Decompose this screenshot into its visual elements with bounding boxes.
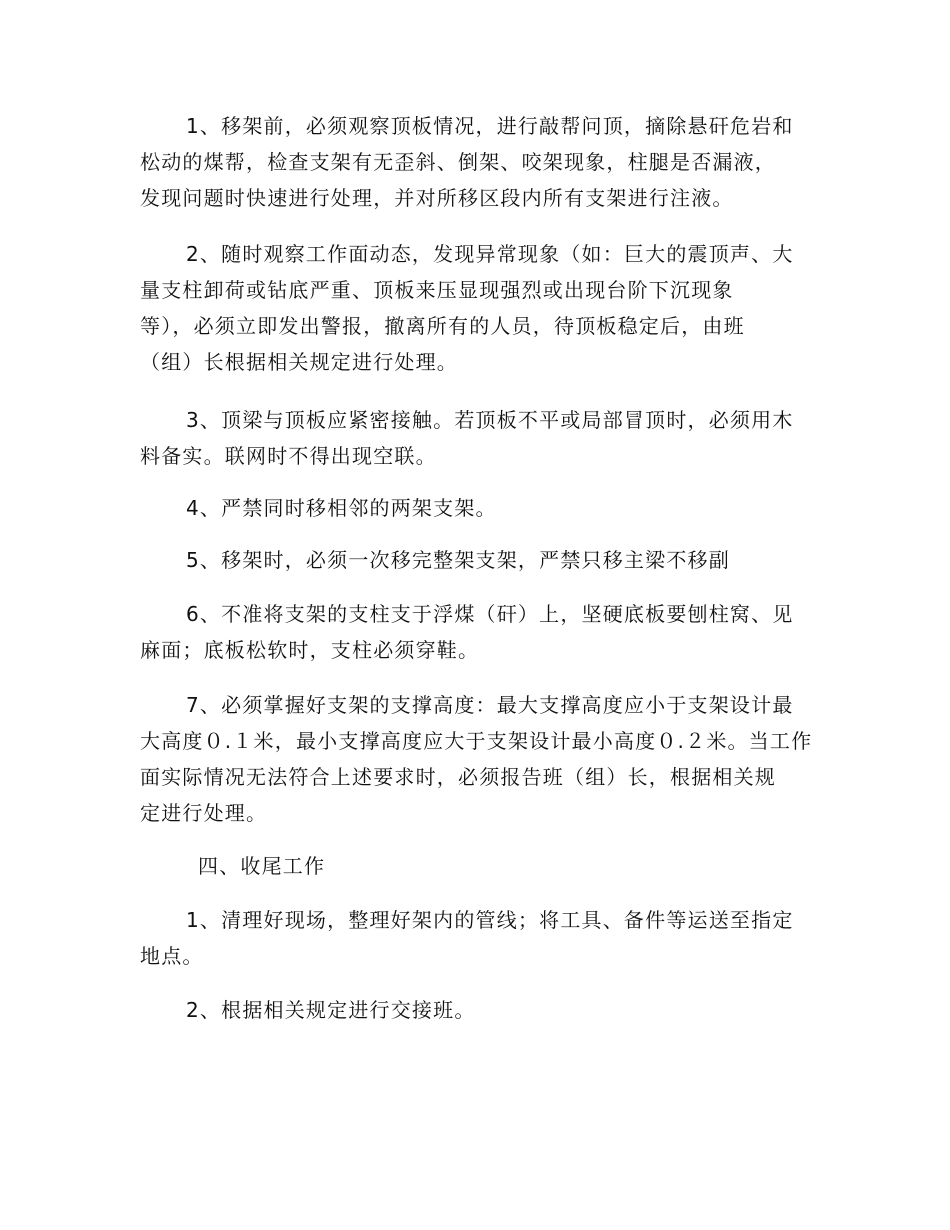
closing-item-1-line-2: 地点。: [140, 944, 204, 968]
paragraph-7-line-3: 面实际情况无法符合上述要求时，必须报告班（组）长，根据相关规: [140, 765, 776, 789]
paragraph-7-line-4: 定进行处理。: [140, 801, 268, 825]
paragraph-7-line-1: 7、必须掌握好支架的支撑高度：最大支撑高度应小于支架设计最: [186, 693, 794, 717]
closing-item-2-line-1: 2、根据相关规定进行交接班。: [186, 998, 476, 1022]
paragraph-2-line-1: 2、随时观察工作面动态，发现异常现象（如：巨大的震顶声、大: [186, 242, 794, 266]
paragraph-4-line-1: 4、严禁同时移相邻的两架支架。: [186, 496, 497, 520]
closing-item-1-line-1: 1、清理好现场，整理好架内的管线；将工具、备件等运送至指定: [186, 908, 794, 932]
paragraph-7-line-2: 大高度０.１米，最小支撑高度应大于支架设计最小高度０.２米。当工作: [140, 729, 813, 753]
paragraph-2-line-2: 量支柱卸荷或钻底严重、顶板来压显现强烈或出现台阶下沉现象: [140, 278, 734, 302]
paragraph-1-line-1: 1、移架前，必须观察顶板情况，进行敲帮问顶，摘除悬矸危岩和: [186, 114, 794, 138]
paragraph-3-line-2: 料备实。联网时不得出现空联。: [140, 444, 437, 468]
paragraph-5-line-1: 5、移架时，必须一次移完整架支架，严禁只移主梁不移副: [186, 548, 730, 572]
paragraph-1-line-3: 发现问题时快速进行处理，并对所移区段内所有支架进行注液。: [140, 186, 734, 210]
paragraph-6-line-1: 6、不准将支架的支柱支于浮煤（矸）上，坚硬底板要刨柱窝、见: [186, 602, 794, 626]
paragraph-2-line-3: 等），必须立即发出警报，撤离所有的人员，待顶板稳定后，由班: [140, 314, 745, 338]
section-heading: 四、收尾工作: [198, 854, 326, 878]
paragraph-1-line-2: 松动的煤帮，检查支架有无歪斜、倒架、咬架现象，柱腿是否漏液，: [140, 150, 776, 174]
paragraph-2-line-4: （组）长根据相关规定进行处理。: [140, 350, 458, 374]
paragraph-6-line-2: 麻面；底板松软时，支柱必须穿鞋。: [140, 638, 480, 662]
paragraph-3-line-1: 3、顶梁与顶板应紧密接触。若顶板不平或局部冒顶时，必须用木: [186, 408, 794, 432]
